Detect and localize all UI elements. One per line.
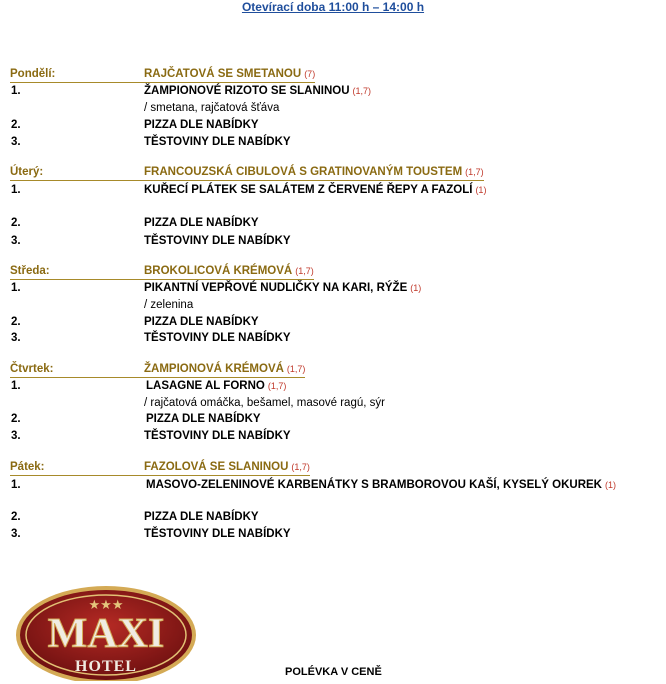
maxi-hotel-logo (14, 585, 198, 681)
item-number: 1. (11, 380, 21, 392)
menu-item (0, 331, 666, 348)
dish-name: PIZZA DLE NABÍDKY (144, 511, 259, 523)
allergen-codes: (1) (475, 185, 487, 195)
allergen-codes: (7) (304, 69, 316, 79)
day-label: Středa: (10, 264, 144, 280)
footer-note: POLÉVKA V CENĚ (285, 666, 382, 678)
dish-name: TĚSTOVINY DLE NABÍDKY (144, 430, 291, 442)
item-number: 3. (11, 430, 21, 442)
dish-name: PIZZA DLE NABÍDKY (144, 119, 259, 131)
allergen-codes: (1) (605, 480, 616, 490)
day-label: Čtvrtek: (10, 362, 144, 378)
item-number: 3. (11, 136, 21, 148)
allergen-codes: (1,7) (291, 462, 310, 472)
menu-item (0, 135, 666, 152)
logo-stars: ★★★ (88, 598, 124, 613)
dish-name: MASOVO-ZELENINOVÉ KARBENÁTKY S BRAMBOROVOU KAŠÍ, KYSELÝ OKUREK (1) (146, 479, 616, 491)
soup-name: FAZOLOVÁ SE SLANINOU (1,7) (144, 460, 310, 476)
day-label: Pátek: (10, 460, 144, 476)
soup-name: BROKOLICOVÁ KRÉMOVÁ (1,7) (144, 264, 314, 280)
day-row-monday (0, 67, 666, 84)
dish-name: PIZZA DLE NABÍDKY (144, 316, 259, 328)
logo-brand: MAXI (47, 611, 165, 657)
dish-name: TĚSTOVINY DLE NABÍDKY (144, 528, 291, 540)
dish-name: TĚSTOVINY DLE NABÍDKY (144, 136, 291, 148)
dish-note: / zelenina (144, 299, 194, 311)
menu-item (0, 216, 666, 233)
item-number: 1. (11, 282, 21, 294)
item-number: 2. (11, 119, 21, 131)
dish-note: / rajčatová omáčka, bešamel, masové ragú, sýr (144, 397, 385, 409)
day-label: Úterý: (10, 165, 144, 181)
logo-subtitle: HOTEL (75, 658, 137, 675)
item-number: 2. (11, 217, 21, 229)
dish-name: TĚSTOVINY DLE NABÍDKY (144, 235, 291, 247)
menu-item (0, 379, 666, 396)
dish-note-row (0, 298, 666, 315)
dish-name: PIZZA DLE NABÍDKY (146, 413, 261, 425)
day-row-thursday (0, 362, 666, 379)
day-label: Pondělí: (10, 67, 144, 83)
menu-item (0, 315, 666, 332)
item-number: 1. (11, 479, 21, 491)
menu-item (0, 118, 666, 135)
day-row-wednesday (0, 264, 666, 281)
dish-name: TĚSTOVINY DLE NABÍDKY (144, 332, 291, 344)
soup-name: RAJČATOVÁ SE SMETANOU (7) (144, 67, 315, 83)
menu-item (0, 478, 666, 495)
menu-item (0, 412, 666, 429)
allergen-codes: (1,7) (352, 86, 372, 96)
item-number: 3. (11, 235, 21, 247)
dish-note-row (0, 396, 666, 413)
item-number: 2. (11, 316, 21, 328)
allergen-codes: (1,7) (267, 381, 287, 391)
item-number: 1. (11, 184, 21, 196)
menu-item (0, 183, 666, 200)
menu-item (0, 510, 666, 527)
item-number: 3. (11, 528, 21, 540)
soup-name: FRANCOUZSKÁ CIBULOVÁ S GRATINOVANÝM TOUSTEM (1,7) (144, 165, 484, 181)
dish-name: LASAGNE AL FORNO (1,7) (146, 380, 287, 392)
item-number: 2. (11, 413, 21, 425)
menu-item (0, 84, 666, 101)
allergen-codes: (1,7) (286, 364, 306, 374)
menu-item (0, 234, 666, 251)
allergen-codes: (1,7) (465, 167, 484, 177)
item-number: 3. (11, 332, 21, 344)
menu-item (0, 429, 666, 446)
dish-note-row (0, 101, 666, 118)
day-row-friday (0, 460, 666, 477)
dish-name: ŽAMPIONOVÉ RIZOTO SE SLANINOU (1,7) (144, 85, 372, 97)
menu-item (0, 281, 666, 298)
dish-name: KUŘECÍ PLÁTEK SE SALÁTEM Z ČERVENÉ ŘEPY A FAZOLÍ (1) (144, 184, 487, 196)
logo-emblem (14, 585, 198, 681)
dish-name: PIKANTNÍ VEPŘOVÉ NUDLIČKY NA KARI, RÝŽE (1) (144, 282, 422, 294)
dish-note: / smetana, rajčatová šťáva (144, 102, 280, 114)
opening-hours-heading: Otevírací doba 11:00 h – 14:00 h (241, 0, 425, 14)
allergen-codes: (1,7) (295, 266, 314, 276)
item-number: 1. (11, 85, 21, 97)
allergen-codes: (1) (410, 283, 422, 293)
day-row-tuesday (0, 165, 666, 182)
menu-item (0, 527, 666, 544)
dish-name: PIZZA DLE NABÍDKY (144, 217, 259, 229)
item-number: 2. (11, 511, 21, 523)
soup-name: ŽAMPIONOVÁ KRÉMOVÁ (1,7) (144, 362, 305, 378)
